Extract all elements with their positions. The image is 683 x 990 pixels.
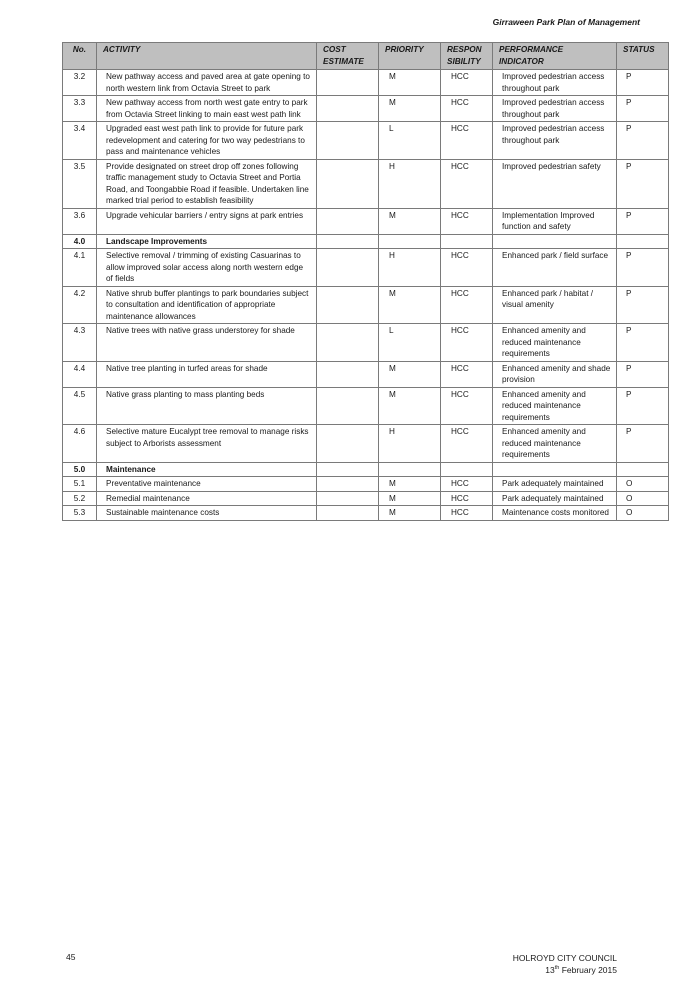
cell-performance-indicator: Enhanced amenity and reduced maintenance requirements xyxy=(493,425,617,463)
cell-status: P xyxy=(617,249,669,287)
table-row xyxy=(63,324,669,362)
cell-priority: L xyxy=(379,324,441,362)
table-row xyxy=(63,96,669,122)
table-row xyxy=(63,425,669,463)
column-header-no: No. xyxy=(63,43,97,70)
cell-number: 3.3 xyxy=(63,96,97,122)
cell-responsibility: HCC xyxy=(441,425,493,463)
cell-status: P xyxy=(617,208,669,234)
cell-status: P xyxy=(617,159,669,208)
cell-priority: H xyxy=(379,249,441,287)
date-month-year: February 2015 xyxy=(559,965,617,975)
cell-responsibility: HCC xyxy=(441,477,493,492)
table-row xyxy=(63,249,669,287)
cell-priority: M xyxy=(379,491,441,506)
table-row xyxy=(63,70,669,96)
column-header-status: STATUS xyxy=(617,43,669,70)
cell-performance-indicator: Park adequately maintained xyxy=(493,477,617,492)
cell-priority: M xyxy=(379,361,441,387)
cell-responsibility: HCC xyxy=(441,96,493,122)
cell-number: 4.2 xyxy=(63,286,97,324)
cell-status: P xyxy=(617,425,669,463)
cell-responsibility: HCC xyxy=(441,249,493,287)
cell-performance-indicator: Enhanced amenity and reduced maintenance requirements xyxy=(493,324,617,362)
cell-responsibility: HCC xyxy=(441,122,493,160)
cell-cost-estimate xyxy=(317,122,379,160)
cell-priority: M xyxy=(379,96,441,122)
cell-performance-indicator xyxy=(493,462,617,477)
cell-priority xyxy=(379,462,441,477)
cell-performance-indicator: Implementation Improved function and safety xyxy=(493,208,617,234)
cell-priority: M xyxy=(379,477,441,492)
cell-responsibility: HCC xyxy=(441,324,493,362)
table-row xyxy=(63,477,669,492)
cell-status: P xyxy=(617,96,669,122)
column-header-cost-estimate: COST ESTIMATE xyxy=(317,43,379,70)
cell-activity: Remedial maintenance xyxy=(97,491,317,506)
cell-cost-estimate xyxy=(317,249,379,287)
cell-priority: L xyxy=(379,122,441,160)
cell-performance-indicator xyxy=(493,234,617,249)
cell-cost-estimate xyxy=(317,286,379,324)
cell-status: P xyxy=(617,324,669,362)
page-number: 45 xyxy=(66,952,76,962)
cell-priority: M xyxy=(379,70,441,96)
cell-number: 4.6 xyxy=(63,425,97,463)
cell-responsibility xyxy=(441,234,493,249)
cell-cost-estimate xyxy=(317,96,379,122)
cell-activity: New pathway access from north west gate entry to park from Octavia Street linking to main east west path link xyxy=(97,96,317,122)
cell-activity: Native tree planting in turfed areas for shade xyxy=(97,361,317,387)
cell-number: 4.4 xyxy=(63,361,97,387)
column-header-priority: PRIORITY xyxy=(379,43,441,70)
cell-responsibility: HCC xyxy=(441,159,493,208)
footer-council-block xyxy=(513,952,617,976)
cell-number: 3.6 xyxy=(63,208,97,234)
cell-cost-estimate xyxy=(317,159,379,208)
cell-number: 4.3 xyxy=(63,324,97,362)
cell-activity: Selective mature Eucalypt tree removal to manage risks subject to Arborists assessment xyxy=(97,425,317,463)
cell-activity: New pathway access and paved area at gate opening to north western link from Octavia Street to park xyxy=(97,70,317,96)
cell-cost-estimate xyxy=(317,324,379,362)
cell-status: P xyxy=(617,286,669,324)
cell-number: 5.3 xyxy=(63,506,97,521)
cell-performance-indicator: Enhanced amenity and shade provision xyxy=(493,361,617,387)
table-row xyxy=(63,387,669,425)
table-body xyxy=(63,70,669,521)
cell-activity: Upgrade vehicular barriers / entry signs at park entries xyxy=(97,208,317,234)
cell-activity: Native shrub buffer plantings to park boundaries subject to consultation and identification of appropriate maintenance allowances xyxy=(97,286,317,324)
cell-status: P xyxy=(617,70,669,96)
cell-status: O xyxy=(617,506,669,521)
cell-performance-indicator: Enhanced park / habitat / visual amenity xyxy=(493,286,617,324)
cell-cost-estimate xyxy=(317,234,379,249)
table-row xyxy=(63,208,669,234)
cell-priority: M xyxy=(379,506,441,521)
cell-cost-estimate xyxy=(317,361,379,387)
cell-priority: H xyxy=(379,159,441,208)
table-row xyxy=(63,286,669,324)
cell-responsibility: HCC xyxy=(441,286,493,324)
cell-responsibility: HCC xyxy=(441,208,493,234)
cell-number: 5.0 xyxy=(63,462,97,477)
cell-performance-indicator: Enhanced park / field surface xyxy=(493,249,617,287)
cell-performance-indicator: Park adequately maintained xyxy=(493,491,617,506)
cell-status: P xyxy=(617,361,669,387)
management-plan-table xyxy=(62,42,669,521)
cell-responsibility xyxy=(441,462,493,477)
cell-status: O xyxy=(617,477,669,492)
document-date xyxy=(513,964,617,976)
cell-performance-indicator: Improved pedestrian access throughout park xyxy=(493,70,617,96)
cell-activity: Selective removal / trimming of existing Casuarinas to allow improved solar access along north western edge of fields xyxy=(97,249,317,287)
cell-priority: H xyxy=(379,425,441,463)
table-header-row xyxy=(63,43,669,70)
page-header-title: Girraween Park Plan of Management xyxy=(492,17,640,27)
cell-cost-estimate xyxy=(317,477,379,492)
cell-responsibility: HCC xyxy=(441,70,493,96)
cell-activity: Maintenance xyxy=(97,462,317,477)
table-row xyxy=(63,491,669,506)
date-suffix: th xyxy=(554,965,560,972)
column-header-activity: ACTIVITY xyxy=(97,43,317,70)
cell-number: 4.1 xyxy=(63,249,97,287)
cell-cost-estimate xyxy=(317,208,379,234)
cell-cost-estimate xyxy=(317,491,379,506)
table-row xyxy=(63,122,669,160)
column-header-performance-indicator: PERFORMANCE INDICATOR xyxy=(493,43,617,70)
cell-priority: M xyxy=(379,286,441,324)
cell-number: 5.1 xyxy=(63,477,97,492)
cell-activity: Sustainable maintenance costs xyxy=(97,506,317,521)
cell-number: 3.2 xyxy=(63,70,97,96)
cell-cost-estimate xyxy=(317,70,379,96)
cell-status xyxy=(617,462,669,477)
cell-performance-indicator: Improved pedestrian safety xyxy=(493,159,617,208)
cell-performance-indicator: Improved pedestrian access throughout park xyxy=(493,96,617,122)
cell-status xyxy=(617,234,669,249)
cell-status: O xyxy=(617,491,669,506)
cell-performance-indicator: Enhanced amenity and reduced maintenance requirements xyxy=(493,387,617,425)
cell-performance-indicator: Maintenance costs monitored xyxy=(493,506,617,521)
column-header-responsibility: RESPON SIBILITY xyxy=(441,43,493,70)
cell-cost-estimate xyxy=(317,506,379,521)
cell-activity: Provide designated on street drop off zones following traffic management study to Octavia Street and Portia Road, and Toongabbie Road if feasible. Undertaken line marked trial period to establish feasibility xyxy=(97,159,317,208)
cell-responsibility: HCC xyxy=(441,387,493,425)
cell-activity: Native trees with native grass understorey for shade xyxy=(97,324,317,362)
cell-activity: Landscape Improvements xyxy=(97,234,317,249)
cell-number: 5.2 xyxy=(63,491,97,506)
table-row xyxy=(63,361,669,387)
cell-number: 3.4 xyxy=(63,122,97,160)
cell-status: P xyxy=(617,387,669,425)
cell-responsibility: HCC xyxy=(441,491,493,506)
cell-number: 4.5 xyxy=(63,387,97,425)
cell-number: 3.5 xyxy=(63,159,97,208)
cell-activity: Native grass planting to mass planting beds xyxy=(97,387,317,425)
cell-priority: M xyxy=(379,208,441,234)
date-day: 13 xyxy=(545,965,555,975)
cell-activity: Upgraded east west path link to provide for future park redevelopment and catering for two way pedestrians to pass and maintenance vehicles xyxy=(97,122,317,160)
cell-responsibility: HCC xyxy=(441,361,493,387)
cell-performance-indicator: Improved pedestrian access throughout park xyxy=(493,122,617,160)
table-row xyxy=(63,159,669,208)
section-heading-row xyxy=(63,462,669,477)
cell-cost-estimate xyxy=(317,387,379,425)
cell-number: 4.0 xyxy=(63,234,97,249)
cell-status: P xyxy=(617,122,669,160)
section-heading-row xyxy=(63,234,669,249)
cell-cost-estimate xyxy=(317,462,379,477)
table-row xyxy=(63,506,669,521)
council-name: HOLROYD CITY COUNCIL xyxy=(512,953,617,963)
cell-priority xyxy=(379,234,441,249)
cell-cost-estimate xyxy=(317,425,379,463)
cell-activity: Preventative maintenance xyxy=(97,477,317,492)
cell-priority: M xyxy=(379,387,441,425)
cell-responsibility: HCC xyxy=(441,506,493,521)
